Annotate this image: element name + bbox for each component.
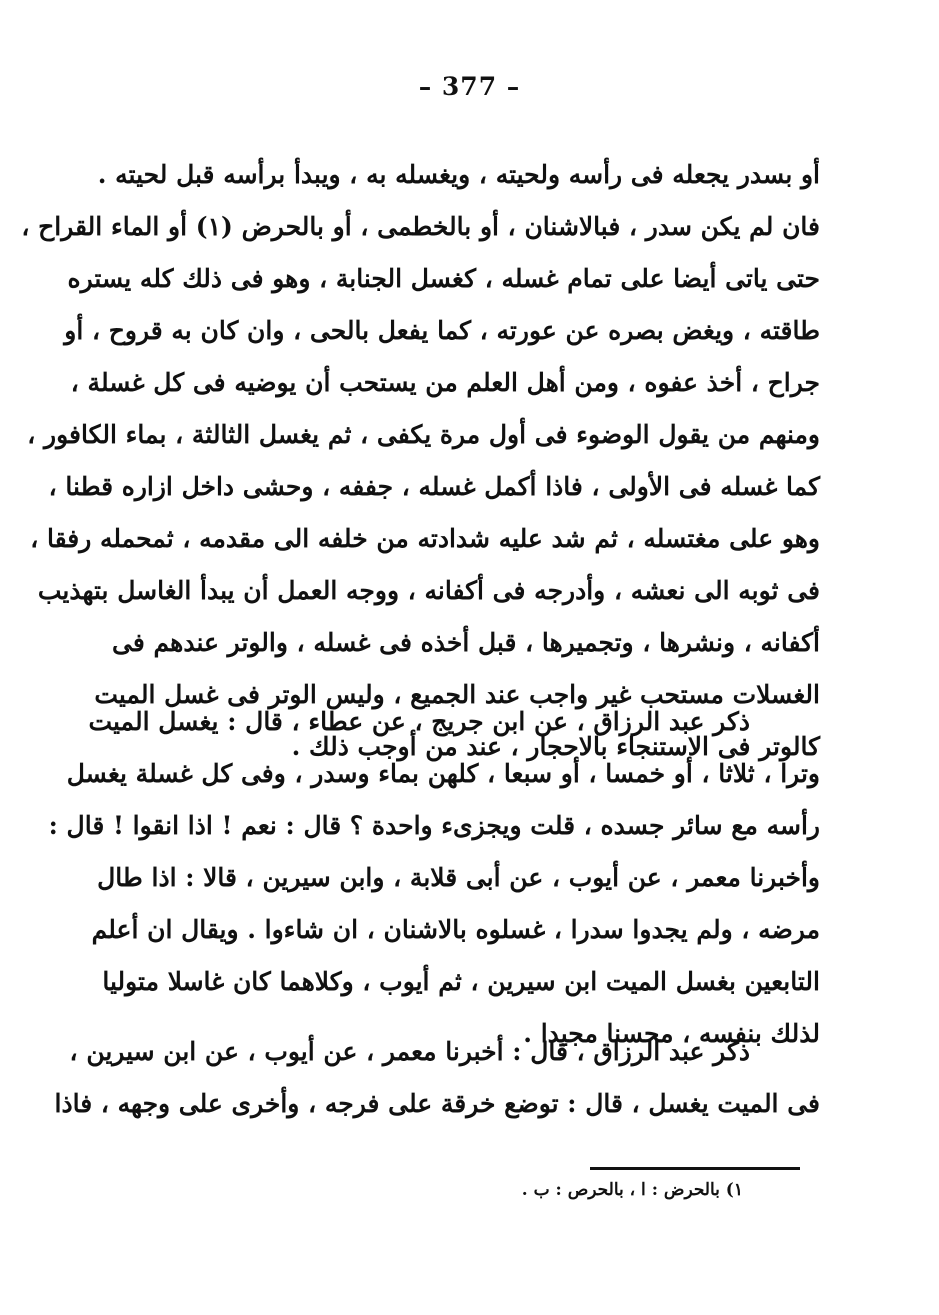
page-number: – 377 –	[418, 72, 521, 101]
footnote: ١) بالحرض : ا ، بالحرص : ب .	[521, 1180, 743, 1200]
paragraph-1	[21, 149, 820, 773]
paragraph-3	[54, 1026, 820, 1130]
text-line: الغسلات مستحب غير واجب عند الجميع ، وليس الوتر فى غسل الميت	[94, 680, 820, 709]
text-line: التابعين بغسل الميت ابن سيرين ، ثم أيوب ، وكلاهما كان غاسلا متوليا	[102, 967, 820, 996]
text-line: وترا ، ثلاثا ، أو خمسا ، أو سبعا ، كلهن بماء وسدر ، وفى كل غسلة يغسل	[66, 759, 820, 788]
text-line: وأخبرنا معمر ، عن أيوب ، عن أبى قلابة ، وابن سيرين ، قالا : اذا طال	[97, 863, 820, 892]
text-line: وهو على مغتسله ، ثم شد عليه شدادته من خلفه الى مقدمه ، ثمحمله رفقا ،	[30, 524, 820, 553]
text-line: حتى ياتى أيضا على تمام غسله ، كغسل الجنابة ، وهو فى ذلك كله يستره	[67, 264, 820, 293]
text-line: ومنهم من يقول الوضوء فى أول مرة يكفى ، ثم يغسل الثالثة ، بماء الكافور ،	[27, 420, 820, 449]
text-line: كما غسله فى الأولى ، فاذا أكمل غسله ، جففه ، وحشى داخل ازاره قطنا ،	[48, 472, 820, 501]
footnote-divider	[590, 1167, 800, 1170]
text-line: فى الميت يغسل ، قال : توضع خرقة على فرجه ، وأخرى على وجهه ، فاذا	[54, 1089, 820, 1118]
text-line: فى ثوبه الى نعشه ، وأدرجه فى أكفانه ، ووجه العمل أن يبدأ الغاسل بتهذيب	[37, 576, 820, 605]
text-line: رأسه مع سائر جسده ، قلت ويجزىء واحدة ؟ قال : نعم ! اذا انقوا ! قال :	[48, 811, 820, 840]
text-line: كالوتر فى الاستنجاء بالاحجار ، عند من أوجب ذلك .	[291, 732, 820, 761]
paragraph-2	[48, 696, 820, 1060]
text-line: أكفانه ، ونشرها ، وتجميرها ، قبل أخذه فى غسله ، والوتر عندهم فى	[112, 628, 820, 657]
text-line: ذكر عبد الرزاق ، عن ابن جريج ، عن عطاء ، قال : يغسل الميت	[88, 707, 750, 736]
text-line: أو بسدر يجعله فى رأسه ولحيته ، ويغسله به ، ويبدأ برأسه قبل لحيته .	[97, 160, 820, 189]
text-line: مرضه ، ولم يجدوا سدرا ، غسلوه بالاشنان ، ان شاءوا . ويقال ان أعلم	[91, 915, 820, 944]
text-line: طاقته ، ويغض بصره عن عورته ، كما يفعل بالحى ، وان كان به قروح ، أو	[64, 316, 820, 345]
text-line: فان لم يكن سدر ، فبالاشنان ، أو بالخطمى ، أو بالحرض (١) أو الماء القراح ،	[21, 212, 820, 241]
text-line: لذلك بنفسه ، محسنا مجيدا .	[523, 1019, 820, 1048]
text-line: جراح ، أخذ عفوه ، ومن أهل العلم من يستحب أن يوضيه فى كل غسلة ،	[70, 368, 820, 397]
text-line: ذكر عبد الرزاق ، قال : أخبرنا معمر ، عن أيوب ، عن ابن سيرين ،	[69, 1037, 750, 1066]
